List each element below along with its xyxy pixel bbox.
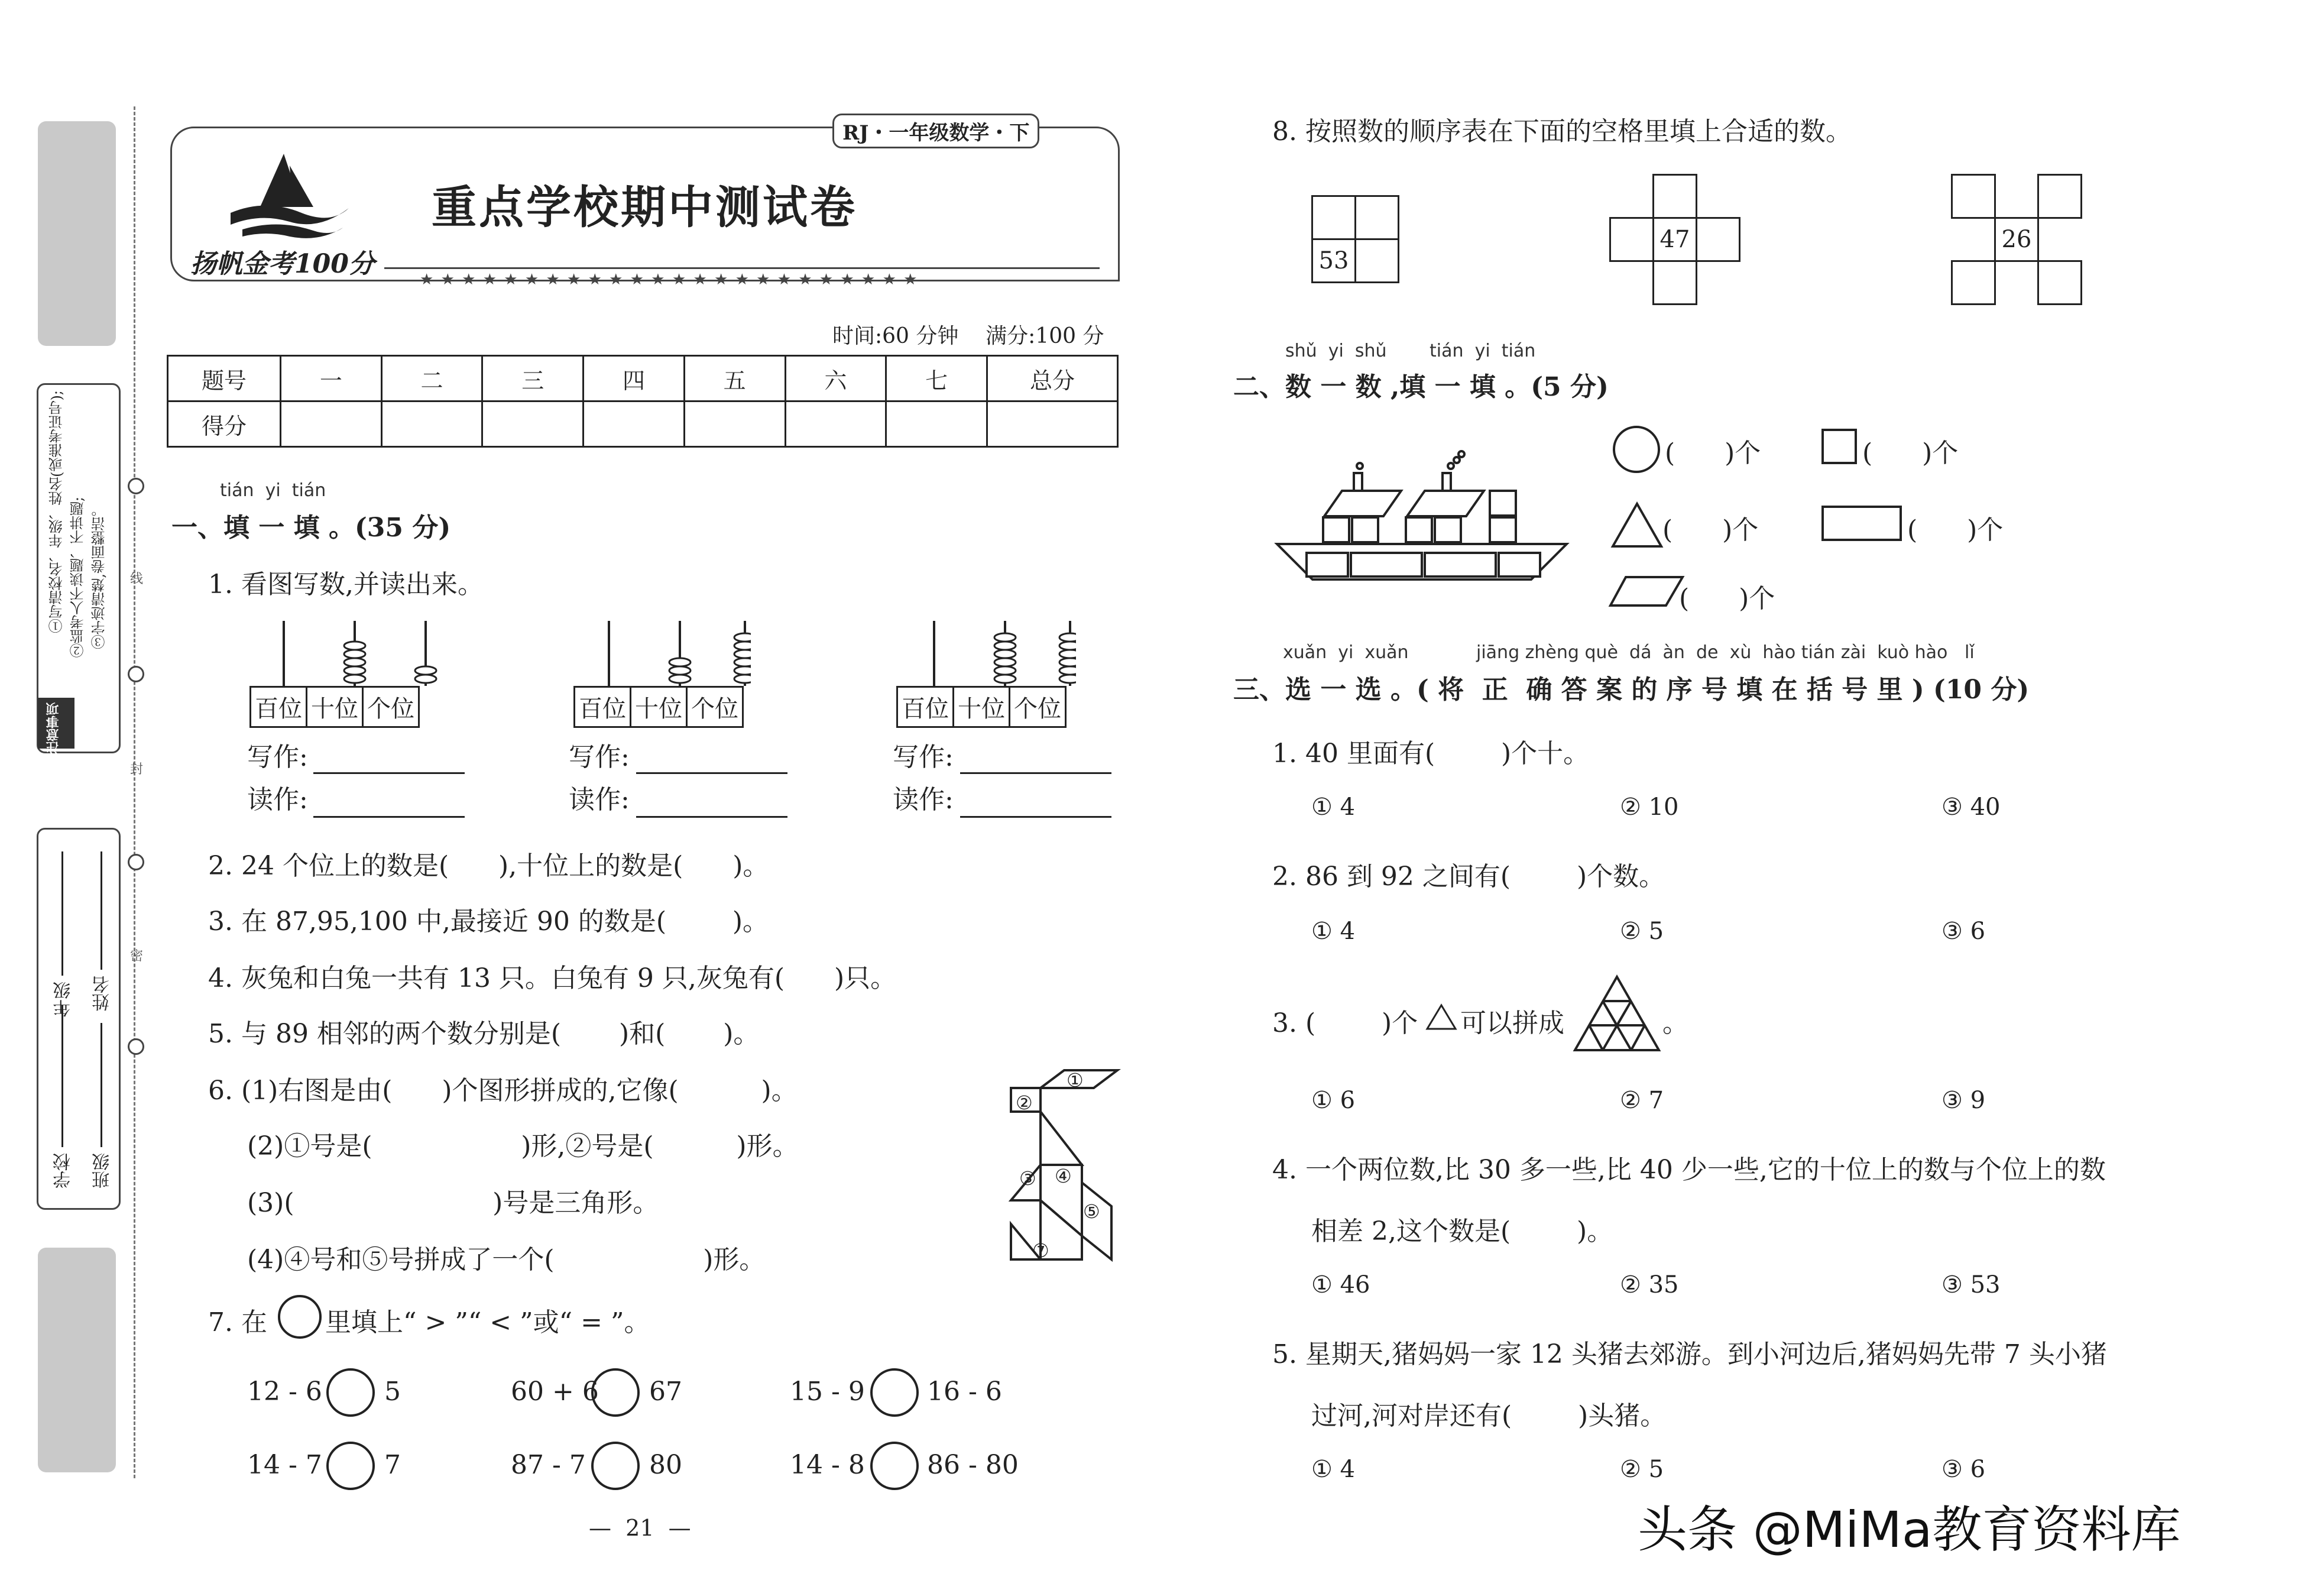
cmp-right: 5: [384, 1377, 401, 1407]
table-cell: 五: [684, 356, 785, 401]
triangle-puzzle-icon: [1573, 974, 1661, 1053]
circle-shape-icon: [1612, 425, 1661, 474]
tangram-label-1: ①: [1067, 1069, 1084, 1092]
place-value-table: [896, 686, 1067, 728]
tangram-label-2: ②: [1016, 1092, 1033, 1114]
binding-hole: [128, 478, 144, 494]
abacus-icon: [390, 615, 437, 686]
s3-q5-b: 过河,河对岸还有( )头猪。: [1311, 1401, 1667, 1431]
cmp-right: 7: [384, 1450, 401, 1480]
table-cell: 六: [785, 356, 886, 401]
notice-title: 注意事项: [46, 702, 61, 755]
label-grade: 年级: [53, 982, 74, 1017]
cmp-left: 14 - 8: [790, 1450, 865, 1480]
table-cell: 总分: [987, 356, 1118, 401]
pv-hundreds: 百位: [575, 688, 631, 726]
table-cell: 得分: [168, 401, 281, 447]
score-input-cell[interactable]: [482, 401, 584, 447]
triangle-shape-icon: [1610, 501, 1664, 549]
option[interactable]: ③ 53: [1941, 1271, 2001, 1298]
s3-q1: 1. 40 里面有( )个十。: [1272, 739, 1590, 769]
option[interactable]: ② 5: [1620, 1456, 1664, 1483]
q6-3-text: (3)( )号是三角形。: [247, 1188, 659, 1218]
number-grid-cell[interactable]: [1652, 260, 1697, 305]
section2-pinyin-1: shǔ yi shǔ: [1285, 341, 1387, 361]
table-cell: 七: [886, 356, 987, 401]
label-name: 姓名: [92, 976, 113, 1011]
table-cell: 三: [482, 356, 584, 401]
pv-ones: 个位: [367, 695, 414, 723]
option[interactable]: ② 35: [1620, 1271, 1679, 1298]
square-shape-icon: [1821, 428, 1859, 466]
read-label: 读作:: [893, 785, 954, 815]
option[interactable]: ③ 9: [1941, 1087, 1986, 1114]
cmp-right: 80: [649, 1450, 682, 1480]
table-row: [168, 401, 1118, 447]
pv-tens: 十位: [307, 688, 364, 726]
score-input-cell[interactable]: [785, 401, 886, 447]
compare-circle[interactable]: [326, 1368, 375, 1417]
pv-hundreds: 百位: [251, 688, 307, 726]
cmp-right: 16 - 6: [927, 1377, 1002, 1407]
section1-title: 一、填 一 填 。(35 分): [171, 513, 451, 543]
number-grid-cell[interactable]: [1311, 195, 1356, 240]
binding-hole: [128, 854, 144, 870]
secret-mark: 密: [130, 949, 144, 964]
class-line: [101, 1023, 102, 1147]
section2-title: 二、数 一 数 ,填 一 填 。(5 分): [1233, 372, 1609, 402]
place-value-table: [249, 686, 420, 728]
number-grid-cell[interactable]: [1354, 238, 1399, 283]
read-answer-blank[interactable]: [636, 790, 787, 818]
label-class: 班级: [92, 1153, 113, 1189]
table-cell: 二: [381, 356, 482, 401]
section2-pinyin-2: tián yi tián: [1430, 341, 1536, 361]
section3-title: 三、选 一 选 。( 将 正 确 答 案 的 序 号 填 在 括 号 里 ) (10 分): [1233, 675, 2030, 705]
option[interactable]: ② 5: [1620, 918, 1664, 945]
score-input-cell[interactable]: [381, 401, 482, 447]
page-title: 重点学校期中测试卷: [432, 181, 857, 234]
compare-circle[interactable]: [326, 1442, 375, 1490]
sailboat-logo-icon: [219, 142, 355, 242]
pv-tens: 十位: [631, 688, 688, 726]
pv-ones: 个位: [1014, 695, 1061, 723]
q7-example-circle: [278, 1295, 322, 1339]
seal-mark: 封: [130, 762, 144, 777]
q6-2-text: (2)①号是( )形,②号是( )形。: [247, 1131, 799, 1161]
sidebar-gray-top: [38, 121, 116, 346]
ship-figure-icon: [1271, 449, 1573, 585]
q5-text: 5. 与 89 相邻的两个数分别是( )和( )。: [208, 1019, 760, 1049]
q6-4-text: (4)④号和⑤号拼成了一个( )形。: [247, 1245, 766, 1275]
abacus-icon: [899, 615, 1076, 686]
write-answer-blank[interactable]: [636, 746, 787, 774]
count-answer[interactable]: ( )个: [1679, 584, 1775, 614]
line-mark: 线: [130, 572, 144, 587]
option[interactable]: ③ 6: [1941, 1456, 1986, 1483]
pv-tens: 十位: [954, 688, 1010, 726]
tangram-label-5: ⑤: [1083, 1200, 1100, 1223]
q7-prefix: 7. 在: [208, 1307, 267, 1338]
time-info: 时间:60 分钟 满分:100 分: [832, 324, 1104, 348]
read-label: 读作:: [247, 785, 308, 815]
q4-text: 4. 灰兔和白兔一共有 13 只。白兔有 9 只,灰兔有( )只。: [208, 963, 897, 993]
number-grid-cell[interactable]: [1696, 217, 1740, 262]
cmp-left: 14 - 7: [247, 1450, 322, 1480]
s3-q4-a: 4. 一个两位数,比 30 多一些,比 40 少一些,它的十位上的数与个位上的数: [1272, 1155, 2106, 1185]
read-answer-blank[interactable]: [960, 790, 1111, 818]
section1-pinyin: tián yi tián: [220, 480, 326, 501]
score-input-cell[interactable]: [584, 401, 685, 447]
abacus-icon: [573, 615, 751, 686]
school-line: [61, 1005, 63, 1147]
number-grid-cell[interactable]: [1354, 195, 1399, 240]
option[interactable]: ③ 40: [1941, 794, 2001, 821]
option[interactable]: ① 4: [1311, 794, 1356, 821]
notice-2: ②监考人不读题、不讲题;: [70, 497, 86, 658]
watermark: 头条 @MiMa教育资料库: [1638, 1501, 2181, 1559]
edition-tag: RJ・一年级数学・下: [832, 114, 1039, 148]
write-label: 写作:: [247, 742, 308, 772]
tangram-label-4: ④: [1055, 1165, 1072, 1187]
read-answer-blank[interactable]: [313, 790, 465, 818]
number-grid-cell: 26: [1994, 217, 2039, 262]
table-cell: 一: [281, 356, 382, 401]
grade-line: [61, 851, 63, 976]
count-answer[interactable]: ( )个: [1665, 438, 1761, 468]
write-answer-blank[interactable]: [313, 746, 465, 774]
compare-circle[interactable]: [870, 1368, 919, 1417]
cmp-right: 86 - 80: [927, 1450, 1019, 1480]
header-underline: [384, 267, 1100, 269]
s3-q5-a: 5. 星期天,猪妈妈一家 12 头猪去郊游。到小河边后,猪妈妈先带 7 头小猪: [1272, 1339, 2107, 1369]
option[interactable]: ① 46: [1311, 1271, 1370, 1298]
sidebar-gray-bottom: [38, 1248, 116, 1472]
s3-q3-a: 3. ( )个: [1272, 1008, 1418, 1038]
number-grid-cell[interactable]: [2037, 260, 2082, 305]
tangram-label-7: ⑦: [1032, 1239, 1049, 1262]
s3-q3-c: 。: [1662, 1008, 1688, 1038]
write-label: 写作:: [569, 742, 630, 772]
option[interactable]: ① 4: [1311, 1456, 1356, 1483]
option[interactable]: ① 4: [1311, 918, 1356, 945]
option[interactable]: ③ 6: [1941, 918, 1986, 945]
score-input-cell[interactable]: [281, 401, 382, 447]
q7-suffix: 里填上“ > ”“ < ”或“ = ”。: [325, 1307, 650, 1338]
s3-q2: 2. 86 到 92 之间有( )个数。: [1272, 862, 1665, 892]
score-input-cell[interactable]: [684, 401, 785, 447]
q1-text: 1. 看图写数,并读出来。: [208, 569, 484, 600]
section3-pinyin: xuǎn yi xuǎn jiāng zhèng què dá àn de xù hào tián zài kuò hào lǐ: [1283, 642, 1975, 663]
cmp-left: 15 - 9: [790, 1377, 865, 1407]
compare-circle[interactable]: [870, 1442, 919, 1490]
count-answer[interactable]: ( )个: [1662, 515, 1759, 545]
place-value-table: [573, 686, 744, 728]
score-table: [167, 355, 1119, 448]
cmp-left: 87 - 7: [511, 1450, 586, 1480]
q3-text: 3. 在 87,95,100 中,最接近 90 的数是( )。: [208, 906, 769, 937]
cut-line: [134, 106, 135, 1478]
rectangle-shape-icon: [1821, 505, 1904, 543]
table-cell: 四: [584, 356, 685, 401]
cmp-left: 60 + 6: [511, 1377, 599, 1407]
abacus-icon: [248, 615, 402, 686]
name-line: [101, 851, 102, 970]
label-school: 学校: [53, 1153, 74, 1189]
notice-3: ③字迹清楚,卷面整洁。: [91, 503, 108, 649]
write-label: 写作:: [893, 742, 954, 772]
compare-circle[interactable]: [591, 1368, 640, 1417]
number-grid-cell[interactable]: [1951, 260, 1996, 305]
score-input-cell[interactable]: [886, 401, 987, 447]
score-input-cell[interactable]: [987, 401, 1118, 447]
number-grid-cell: 53: [1311, 238, 1356, 283]
cmp-left: 12 - 6: [247, 1377, 322, 1407]
brand-logo: 扬帆金考100分: [190, 249, 375, 279]
write-answer-blank[interactable]: [960, 746, 1111, 774]
binding-hole: [128, 666, 144, 682]
s3-q3-b: 可以拼成: [1460, 1008, 1564, 1038]
tangram-label-3: ③: [1019, 1167, 1036, 1190]
number-grid-cell[interactable]: [1652, 174, 1697, 219]
pv-hundreds: 百位: [898, 688, 954, 726]
number-grid-cell: 47: [1652, 217, 1697, 262]
s3-q4-b: 相差 2,这个数是( )。: [1311, 1216, 1613, 1246]
notice-1: ①写清校名、年级、姓名(或准考证号);: [48, 390, 65, 633]
parallelogram-shape-icon: [1608, 574, 1685, 609]
q8-text: 8. 按照数的顺序表在下面的空格里填上合适的数。: [1272, 116, 1852, 147]
option[interactable]: ② 10: [1620, 794, 1679, 821]
q6-1-text: 6. (1)右图是由( )个图形拼成的,它像( )。: [208, 1076, 798, 1106]
read-label: 读作:: [569, 785, 630, 815]
table-cell: 题号: [168, 356, 281, 401]
page-number: — 21 —: [589, 1515, 691, 1541]
compare-circle[interactable]: [591, 1442, 640, 1490]
table-row: [168, 356, 1118, 401]
q2-text: 2. 24 个位上的数是( ),十位上的数是( )。: [208, 851, 769, 881]
cmp-right: 67: [649, 1377, 682, 1407]
count-answer[interactable]: ( )个: [1907, 515, 2004, 545]
count-answer[interactable]: ( )个: [1862, 438, 1959, 468]
option[interactable]: ① 6: [1311, 1087, 1356, 1114]
star-row: ★ ★ ★ ★ ★ ★ ★ ★ ★ ★ ★ ★ ★ ★ ★ ★ ★ ★ ★ ★ ★ ★ ★ ★: [420, 271, 919, 289]
small-triangle-icon: [1425, 1003, 1458, 1031]
binding-hole: [128, 1038, 144, 1055]
option[interactable]: ② 7: [1620, 1087, 1664, 1114]
number-grid-cell[interactable]: [2037, 174, 2082, 219]
number-grid-cell[interactable]: [1951, 174, 1996, 219]
pv-ones: 个位: [691, 695, 738, 723]
number-grid-cell[interactable]: [1609, 217, 1654, 262]
